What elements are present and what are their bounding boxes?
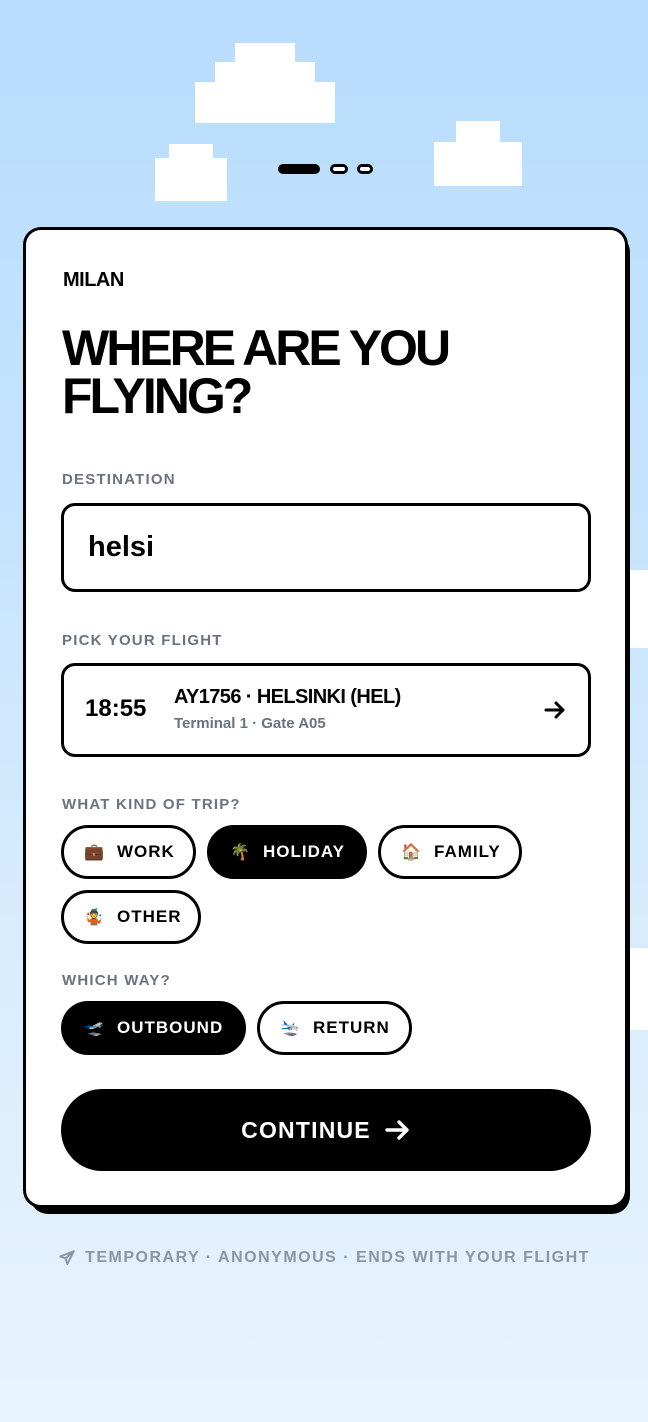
chip-label: OUTBOUND — [117, 1018, 224, 1037]
chip-label: RETURN — [313, 1018, 390, 1037]
chip-outbound[interactable] — [61, 1001, 246, 1055]
flight-name: AY1756 · HELSINKI (HEL) — [174, 686, 401, 708]
airplane-arrival-icon: 🛬 — [280, 1020, 301, 1037]
palm-tree-icon: 🌴 — [230, 844, 251, 861]
flight-time: 18:55 — [85, 695, 147, 722]
cloud-edge-lower — [628, 948, 648, 1030]
progress-indicator — [278, 164, 378, 174]
chip-label: FAMILY — [434, 842, 501, 861]
chip-label: OTHER — [117, 907, 182, 926]
direction-label: WHICH WAY? — [62, 972, 171, 989]
origin-city: MILAN — [63, 269, 124, 291]
trip-label: WHAT KIND OF TRIP? — [62, 796, 241, 813]
progress-step-3 — [357, 164, 373, 174]
progress-step-1 — [278, 164, 320, 174]
plane-icon — [58, 1249, 76, 1267]
chip-holiday[interactable] — [207, 825, 367, 879]
trip-form-card — [23, 227, 628, 1208]
flight-label: PICK YOUR FLIGHT — [62, 632, 223, 649]
juggling-icon: 🤹 — [84, 909, 105, 926]
chip-other[interactable] — [61, 890, 201, 944]
briefcase-icon: 💼 — [84, 844, 105, 861]
chip-family[interactable] — [378, 825, 522, 879]
footer-note — [0, 1249, 648, 1267]
progress-step-2 — [330, 164, 348, 174]
footer-text: TEMPORARY · ANONYMOUS · ENDS WITH YOUR FLIGHT — [85, 1249, 590, 1266]
airplane-departure-icon: 🛫 — [84, 1020, 105, 1037]
destination-input[interactable] — [61, 503, 591, 592]
destination-label: DESTINATION — [62, 471, 176, 488]
chip-label: WORK — [117, 842, 175, 861]
arrow-right-icon — [544, 699, 566, 721]
cloud-edge-upper — [628, 570, 648, 648]
arrow-right-icon — [385, 1118, 411, 1142]
flight-option[interactable] — [61, 663, 591, 757]
continue-label: CONTINUE — [241, 1116, 371, 1143]
destination-value: helsi — [88, 531, 155, 563]
page-title: WHERE ARE YOU FLYING? — [62, 320, 449, 424]
chip-work[interactable] — [61, 825, 196, 879]
chip-return[interactable] — [257, 1001, 412, 1055]
flight-details: Terminal 1 · Gate A05 — [174, 715, 326, 732]
house-icon: 🏠 — [401, 844, 422, 861]
chip-label: HOLIDAY — [263, 842, 345, 861]
continue-button[interactable] — [61, 1089, 591, 1171]
